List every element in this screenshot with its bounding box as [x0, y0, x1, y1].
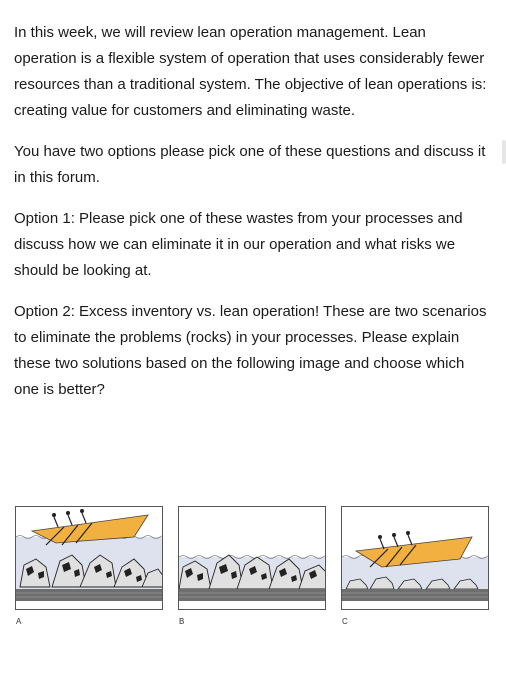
scrollbar-thumb[interactable]	[502, 140, 506, 164]
inventory-rocks-figure	[0, 506, 506, 626]
panel-a	[15, 506, 163, 610]
panel-b-label: B	[179, 617, 185, 626]
post-body	[14, 20, 490, 418]
panel-c	[341, 506, 489, 610]
panel-c-label: C	[342, 617, 348, 626]
option-1-paragraph: Option 1: Please pick one of these wastes from your processes and discuss how we can eliminate it in our operation and what risks we should be looking at.	[14, 210, 463, 279]
option-2-paragraph: Option 2: Excess inventory vs. lean operation! These are two scenarios to eliminate the problems (rocks) in your processes. Please explain these two solutions based on the following image and choose which one is better?	[14, 303, 487, 398]
panel-a-label: A	[16, 617, 22, 626]
intro-paragraph: In this week, we will review lean operation management. Lean operation is a flexible system of operation that uses considerably fewer resources than a traditional system. The objective of lean operations is: creating value for customers and eliminating waste.	[14, 24, 487, 119]
panel-b	[178, 506, 326, 610]
instructions-paragraph: You have two options please pick one of these questions and discuss it in this forum.	[14, 143, 486, 186]
